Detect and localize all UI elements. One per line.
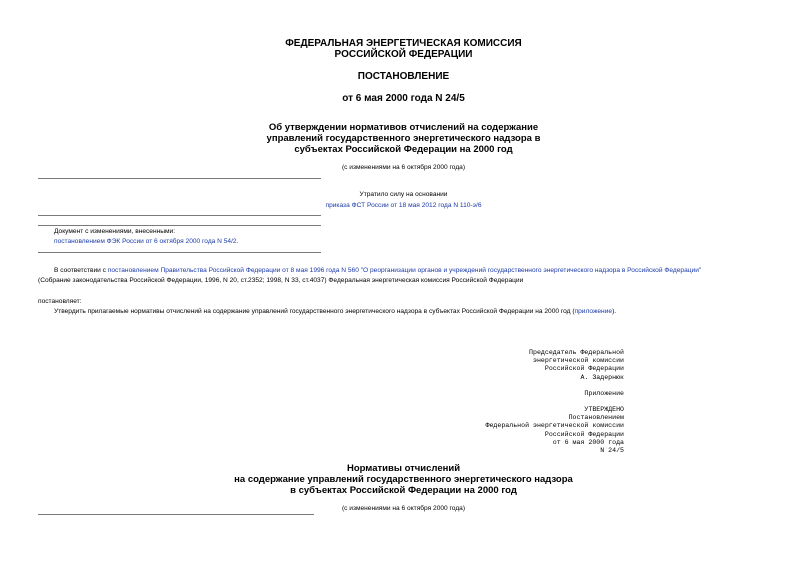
approval-line: от 6 мая 2000 года <box>552 438 624 446</box>
divider <box>38 514 314 515</box>
approval-line: Постановлением <box>568 414 624 422</box>
approval-paragraph <box>54 307 616 316</box>
signature-block <box>529 349 624 382</box>
appendix-label: Приложение <box>584 390 624 397</box>
agency-name-line1: ФЕДЕРАЛЬНАЯ ЭНЕРГЕТИЧЕСКАЯ КОМИССИЯ <box>285 38 522 49</box>
divider <box>38 252 321 253</box>
approval-line: УТВЕРЖДЕНО <box>584 406 624 413</box>
approval-text: Утвердить прилагаемые нормативы отчислений на содержание управлений государственного энергетического надзора в субъектах Российской Федерации на 2000 год ( <box>54 308 575 315</box>
norms-title-line1: Нормативы отчислений <box>346 463 461 474</box>
amendments-label: Документ с изменениями, внесенными: <box>54 228 176 235</box>
preamble-continuation: (Собрание законодательства Российской Федерации, 1996, N 20, ст.2352; 1998, N 33, ст.4037) Федеральная энергетическая комиссия Российской Федерации <box>38 277 524 284</box>
divider <box>38 225 321 226</box>
amendments-link[interactable]: постановлением ФЭК России от 6 октября 2000 года N 54/2. <box>54 238 239 245</box>
document-title-line2: управлений государственного энергетического надзора в <box>266 133 541 144</box>
signature-line: Российской Федерации <box>544 365 624 373</box>
norms-title-line2: на содержание управлений государственного энергетического надзора <box>234 474 573 485</box>
approval-suffix: ). <box>612 308 617 315</box>
preamble-paragraph <box>54 266 701 275</box>
document-title-line3: субъектах Российской Федерации на 2000 год <box>294 144 513 155</box>
document-date-number: от 6 мая 2000 года N 24/5 <box>342 93 465 104</box>
preamble-prefix: В соответствии с <box>54 267 108 274</box>
norms-title-line3: в субъектах Российской Федерации на 2000 год <box>290 485 517 496</box>
document-title-line1: Об утверждении нормативов отчислений на содержание <box>268 122 539 133</box>
approval-line: N 24/5 <box>600 447 624 455</box>
government-decree-link[interactable]: постановлением Правительства Российской Федерации от 8 мая 1996 года N 560 "О реорганизации органов и учреждений государственного энергетического надзора в Российской Федерации" <box>107 267 702 274</box>
appendix-link[interactable]: приложение <box>574 308 613 315</box>
changes-note: (с изменениями на 6 октября 2000 года) <box>341 164 466 171</box>
lost-force-text: Утратило силу на основании <box>359 191 448 198</box>
approval-line: Федеральной энергетической комиссии <box>485 422 624 430</box>
document-type: ПОСТАНОВЛЕНИЕ <box>357 71 450 82</box>
divider <box>38 215 321 216</box>
lost-force-link[interactable]: приказа ФСТ России от 18 мая 2012 года N 110-э/6 <box>325 202 482 209</box>
norms-changes-note: (с изменениями на 6 октября 2000 года) <box>341 505 466 512</box>
signature-line: Председатель Федеральной <box>529 349 624 356</box>
divider <box>38 178 321 179</box>
agency-name-line2: РОССИЙСКОЙ ФЕДЕРАЦИИ <box>334 49 473 60</box>
approval-line: Российской Федерации <box>544 430 624 438</box>
decrees-label: постановляет: <box>38 298 82 305</box>
signatory-name: А. Задернюк <box>580 373 624 381</box>
approval-stamp <box>486 406 625 455</box>
signature-line: энергетической комиссии <box>532 357 624 365</box>
